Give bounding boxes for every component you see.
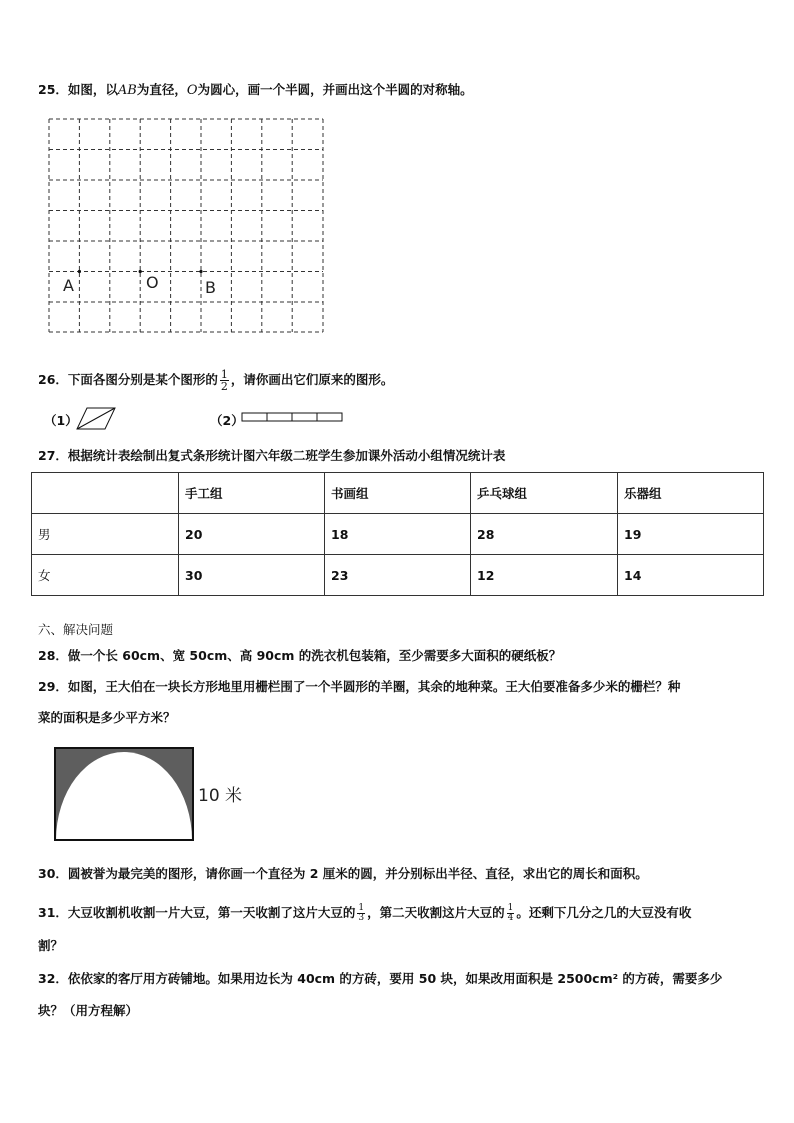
table-header: 乒乓球组	[471, 473, 618, 514]
q29-field-figure	[50, 745, 250, 845]
question-32-line-2: 块？（用方程解）	[38, 1003, 139, 1018]
q25-o: O	[186, 83, 198, 98]
stats-table	[31, 472, 764, 596]
q25-dashed-grid	[46, 116, 326, 336]
point-o	[139, 270, 142, 273]
question-25	[38, 82, 473, 99]
label-b: B	[205, 278, 216, 297]
table-cell: 30	[179, 555, 325, 596]
table-cell: 20	[179, 514, 325, 555]
q31-text-post: 。还剩下几分之几的大豆没有收	[516, 905, 692, 920]
q26-fraction: $\frac{1}{2}$	[220, 368, 228, 393]
q31-text-pre: 31．大豆收割机收割一片大豆，第一天收割了这片大豆的	[38, 905, 356, 920]
question-29-line-2: 菜的面积是多少平方米？	[38, 710, 176, 725]
question-27: 27．根据统计表绘制出复式条形统计图六年级二班学生参加课外活动小组情况统计表	[38, 448, 506, 463]
table-cell: 14	[618, 555, 764, 596]
q26-label-1: （1）	[44, 413, 78, 428]
question-31-line-1	[38, 904, 691, 923]
label-a: A	[63, 276, 74, 295]
q25-number: 25．	[38, 82, 68, 97]
table-cell: 12	[471, 555, 618, 596]
q25-text-pre: 如图，以	[67, 82, 118, 97]
q25-text-mid: 为直径，	[136, 82, 187, 97]
q31-fraction-2: $\frac{1}{4}$	[507, 903, 514, 923]
table-header: 手工组	[179, 473, 325, 514]
table-header: 书画组	[325, 473, 471, 514]
question-28: 28．做一个长 60cm、宽 50cm、高 90cm 的洗衣机包装箱，至少需要多大面积的硬纸板？	[38, 648, 562, 663]
question-30: 30．圆被誉为最完美的图形，请你画一个直径为 2 厘米的圆，并分别标出半径、直径，求出它的周长和面积。	[38, 866, 648, 881]
question-26	[38, 369, 393, 392]
table-cell: 28	[471, 514, 618, 555]
table-row	[32, 555, 764, 596]
question-31-line-2: 割？	[38, 938, 64, 953]
question-29-line-1: 29．如图，王大伯在一块长方形地里用栅栏围了一个半圆形的羊圈，其余的地种菜。王大伯要准备多少米的栅栏？种	[38, 679, 681, 694]
row-label: 女	[32, 555, 179, 596]
q26-text-pre: 26．下面各图分别是某个图形的	[38, 372, 218, 387]
q26-parallelogram	[75, 406, 119, 432]
row-label: 男	[32, 514, 179, 555]
point-b	[199, 270, 202, 273]
label-o: O	[146, 273, 159, 292]
q26-label-2: （2）	[210, 413, 244, 428]
table-cell: 19	[618, 514, 764, 555]
table-header-row	[32, 473, 764, 514]
table-row	[32, 514, 764, 555]
section-6-title: 六、解决问题	[38, 622, 114, 637]
point-a	[78, 270, 81, 273]
question-32-line-1: 32．依依家的客厅用方砖铺地。如果用边长为 40cm 的方砖，要用 50 块，如果改用面积是 2500cm² 的方砖，需要多少	[38, 971, 723, 986]
q26-strip	[241, 412, 345, 424]
q26-text-post: ，请你画出它们原来的图形。	[230, 372, 394, 387]
table-cell: 18	[325, 514, 471, 555]
table-header: 乐器组	[618, 473, 764, 514]
q29-dimension-label: 10 米	[198, 786, 243, 806]
q25-ab: AB	[117, 83, 137, 98]
table-header	[32, 473, 179, 514]
q31-fraction-1: $\frac{1}{3}$	[358, 903, 365, 923]
q31-text-mid: ，第二天收割这片大豆的	[367, 905, 505, 920]
q25-text-post: 为圆心，画一个半圆，并画出这个半圆的对称轴。	[197, 82, 473, 97]
table-cell: 23	[325, 555, 471, 596]
